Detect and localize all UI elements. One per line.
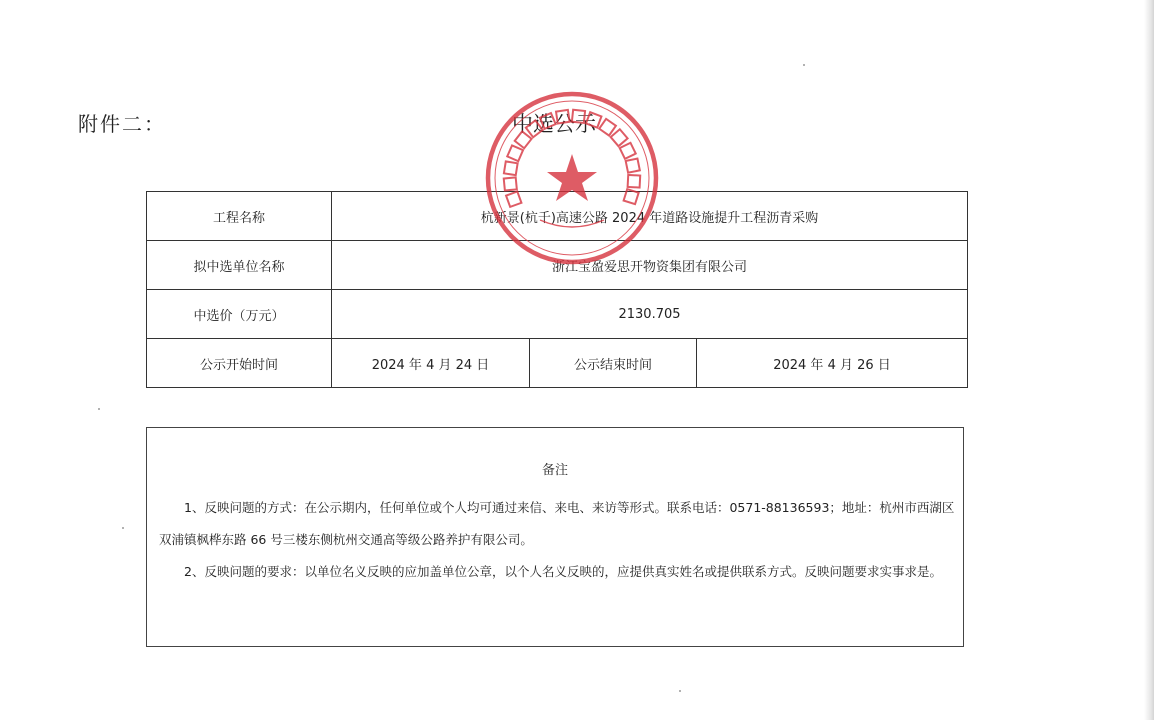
notes-item-2: 2、反映问题的要求：以单位名义反映的应加盖单位公章，以个人名义反映的，应提供真实姓名或提供联系方式。反映问题要求实事求是。	[184, 564, 942, 579]
winner-label: 拟中选单位名称	[147, 241, 332, 290]
notes-item-1: 1、反映问题的方式：在公示期内，任何单位或个人均可通过来信、来电、来访等形式。联系电话：0571-88136593；地址：杭州市西湖区双浦镇枫桦东路 66 号三楼东侧杭州交通高等级公路养护有限公司。	[159, 500, 955, 547]
table-row-project	[147, 192, 968, 241]
table-row-dates	[147, 339, 968, 388]
project-name-label: 工程名称	[147, 192, 332, 241]
table-row-price	[147, 290, 968, 339]
scan-speck	[803, 64, 805, 66]
end-date-value: 2024 年 4 月 26 日	[697, 339, 968, 388]
start-date-label: 公示开始时间	[147, 339, 332, 388]
publicity-table	[146, 191, 968, 388]
scan-speck	[679, 690, 681, 692]
seal-glyph-mark	[507, 145, 523, 161]
end-date-label: 公示结束时间	[530, 339, 697, 388]
table-row-winner	[147, 241, 968, 290]
project-name-value: 杭新景(杭千)高速公路 2024 年道路设施提升工程沥青采购	[332, 192, 968, 241]
notes-title: 备注	[541, 463, 568, 478]
page-edge-shadow	[1144, 0, 1154, 720]
seal-glyph-mark	[504, 177, 517, 190]
start-date-value: 2024 年 4 月 24 日	[332, 339, 530, 388]
seal-glyph-mark	[620, 143, 636, 159]
seal-glyph-mark	[611, 129, 628, 146]
seal-glyph-mark	[628, 175, 641, 188]
scan-speck	[122, 527, 124, 529]
page-title: 中选公示	[512, 112, 596, 136]
seal-glyph-mark	[626, 159, 640, 173]
scan-speck	[98, 408, 100, 410]
attachment-label: 附件二：	[78, 112, 166, 136]
price-value: 2130.705	[332, 290, 968, 339]
notes-box	[146, 427, 964, 647]
seal-glyph-mark	[504, 161, 518, 175]
price-label: 中选价（万元）	[147, 290, 332, 339]
seal-glyph-mark	[599, 119, 616, 136]
winner-value: 浙江宝盈爱思开物资集团有限公司	[332, 241, 968, 290]
